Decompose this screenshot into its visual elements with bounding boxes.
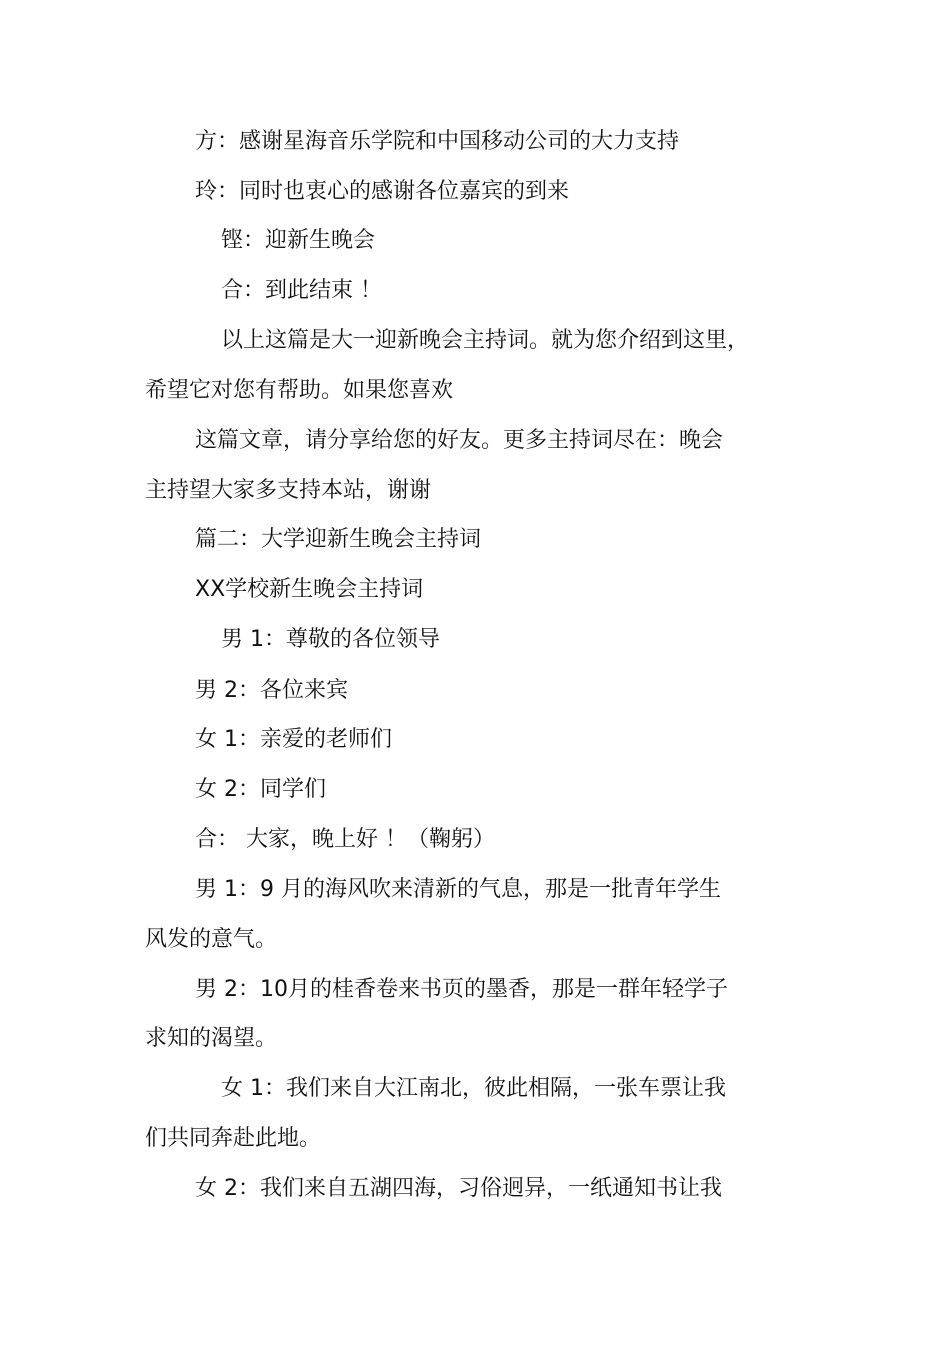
text-line: 女 1：亲爱的老师们 bbox=[195, 727, 392, 752]
text-line: 男 1：9 月的海风吹来清新的气息，那是一批青年学生 bbox=[195, 877, 721, 902]
text-line: 方：感谢星海音乐学院和中国移动公司的大力支持 bbox=[195, 129, 680, 154]
text-line: 玲：同时也衷心的感谢各位嘉宾的到来 bbox=[195, 179, 570, 204]
text-line: 合： 大家，晚上好 ！（鞠躬） bbox=[195, 827, 495, 852]
text-line: 求知的渴望。 bbox=[145, 1026, 278, 1051]
text-line: 女 2：我们来自五湖四海，习俗迥异，一纸通知书让我 bbox=[195, 1176, 722, 1201]
text-line: 女 1：我们来自大江南北，彼此相隔，一张车票让我 bbox=[221, 1076, 726, 1101]
text-line: 这篇文章，请分享给您的好友。更多主持词尽在：晚会 bbox=[195, 428, 724, 453]
text-line: 们共同奔赴此地。 bbox=[145, 1126, 322, 1151]
text-line: XX学校新生晚会主持词 bbox=[195, 577, 424, 602]
text-line: 风发的意气。 bbox=[145, 927, 278, 952]
text-line: 男 2：10月的桂香卷来书页的墨香，那是一群年轻学子 bbox=[195, 977, 728, 1002]
text-line: 铿：迎新生晚会 bbox=[221, 228, 376, 253]
text-line: 男 1：尊敬的各位领导 bbox=[221, 627, 440, 652]
text-line: 希望它对您有帮助。如果您喜欢 bbox=[145, 378, 454, 403]
text-line: 女 2：同学们 bbox=[195, 777, 326, 802]
text-line: 以上这篇是大一迎新晚会主持词。就为您介绍到这里， bbox=[221, 328, 750, 353]
text-line: 篇二：大学迎新生晚会主持词 bbox=[195, 527, 482, 552]
text-line: 主持望大家多支持本站，谢谢 bbox=[145, 478, 432, 503]
text-line: 合：到此结束 ！ bbox=[221, 278, 382, 303]
text-line: 男 2：各位来宾 bbox=[195, 678, 348, 703]
